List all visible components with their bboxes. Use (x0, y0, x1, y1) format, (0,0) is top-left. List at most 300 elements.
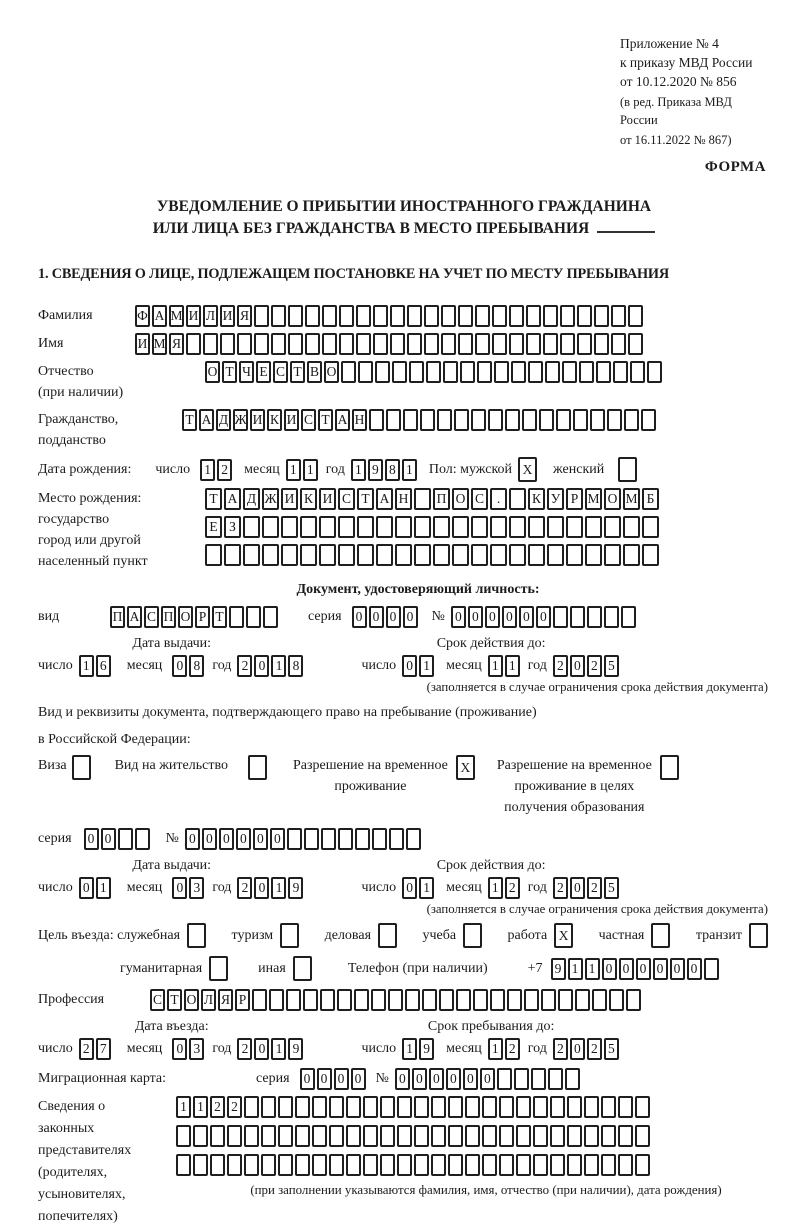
char-box[interactable] (380, 1125, 395, 1147)
char-box[interactable] (329, 1154, 344, 1176)
char-box[interactable] (492, 305, 507, 327)
char-box[interactable] (749, 923, 768, 948)
char-box[interactable]: 0 (300, 1068, 315, 1090)
char-box[interactable] (338, 544, 355, 566)
char-box[interactable] (305, 305, 320, 327)
char-box[interactable]: 9 (288, 1038, 303, 1060)
char-box[interactable] (286, 989, 301, 1011)
char-box[interactable]: Ж (262, 488, 279, 510)
char-box[interactable]: 1 (271, 877, 286, 899)
char-box[interactable] (244, 1096, 259, 1118)
char-box[interactable] (409, 361, 424, 383)
char-box[interactable] (543, 305, 558, 327)
char-box[interactable] (303, 989, 318, 1011)
char-box[interactable]: 1 (176, 1096, 191, 1118)
char-box[interactable]: 2 (587, 1038, 602, 1060)
char-box[interactable] (329, 1125, 344, 1147)
char-box[interactable]: 2 (227, 1096, 242, 1118)
char-box[interactable] (471, 544, 488, 566)
char-box[interactable] (566, 544, 583, 566)
char-box[interactable] (516, 1096, 531, 1118)
char-box[interactable]: 0 (636, 958, 651, 980)
char-box[interactable] (526, 305, 541, 327)
char-box[interactable] (186, 333, 201, 355)
char-box[interactable]: Т (212, 606, 227, 628)
char-box[interactable] (482, 1125, 497, 1147)
char-box[interactable] (243, 516, 260, 538)
char-box[interactable] (229, 606, 244, 628)
char-box[interactable]: X (518, 457, 537, 482)
char-box[interactable] (246, 606, 261, 628)
char-box[interactable] (618, 1125, 633, 1147)
char-box[interactable] (509, 488, 526, 510)
char-box[interactable] (454, 409, 469, 431)
char-box[interactable] (704, 958, 719, 980)
char-box[interactable] (244, 1154, 259, 1176)
char-box[interactable] (584, 1154, 599, 1176)
char-box[interactable] (176, 1125, 191, 1147)
char-box[interactable]: И (135, 333, 150, 355)
char-box[interactable] (271, 305, 286, 327)
char-box[interactable] (414, 1125, 429, 1147)
char-box[interactable] (375, 361, 390, 383)
char-box[interactable] (227, 1125, 242, 1147)
char-box[interactable] (560, 305, 575, 327)
char-box[interactable]: 0 (403, 606, 418, 628)
char-box[interactable] (431, 1096, 446, 1118)
char-box[interactable] (642, 516, 659, 538)
char-box[interactable] (243, 544, 260, 566)
char-box[interactable]: 1 (585, 958, 600, 980)
char-box[interactable]: 1 (351, 459, 366, 481)
char-box[interactable] (319, 516, 336, 538)
char-box[interactable]: С (338, 488, 355, 510)
char-box[interactable] (193, 1154, 208, 1176)
char-box[interactable] (575, 989, 590, 1011)
char-box[interactable] (641, 409, 656, 431)
char-box[interactable] (248, 755, 267, 780)
char-box[interactable]: 0 (84, 828, 99, 850)
char-box[interactable] (407, 305, 422, 327)
char-box[interactable] (210, 1125, 225, 1147)
char-box[interactable] (439, 989, 454, 1011)
char-box[interactable] (577, 333, 592, 355)
char-box[interactable] (465, 1096, 480, 1118)
char-box[interactable]: Л (201, 989, 216, 1011)
char-box[interactable] (380, 1096, 395, 1118)
char-box[interactable] (431, 1125, 446, 1147)
char-box[interactable] (281, 544, 298, 566)
char-box[interactable] (261, 1096, 276, 1118)
char-box[interactable]: Л (203, 305, 218, 327)
char-box[interactable]: 2 (587, 877, 602, 899)
char-box[interactable] (357, 544, 374, 566)
char-box[interactable]: М (152, 333, 167, 355)
char-box[interactable]: 1 (488, 1038, 503, 1060)
char-box[interactable] (604, 516, 621, 538)
char-box[interactable]: 1 (505, 655, 520, 677)
char-box[interactable] (356, 305, 371, 327)
char-box[interactable]: 3 (189, 1038, 204, 1060)
char-box[interactable] (482, 1154, 497, 1176)
char-box[interactable] (594, 333, 609, 355)
char-box[interactable] (437, 409, 452, 431)
char-box[interactable] (613, 361, 628, 383)
char-box[interactable]: 1 (488, 877, 503, 899)
char-box[interactable]: 0 (480, 1068, 495, 1090)
char-box[interactable] (341, 361, 356, 383)
char-box[interactable] (300, 516, 317, 538)
char-box[interactable] (338, 828, 353, 850)
char-box[interactable]: 0 (253, 828, 268, 850)
char-box[interactable] (635, 1096, 650, 1118)
char-box[interactable] (509, 516, 526, 538)
char-box[interactable] (358, 361, 373, 383)
char-box[interactable]: Е (205, 516, 222, 538)
char-box[interactable]: И (319, 488, 336, 510)
char-box[interactable]: 9 (551, 958, 566, 980)
char-box[interactable]: 0 (334, 1068, 349, 1090)
char-box[interactable]: Т (205, 488, 222, 510)
char-box[interactable] (567, 1154, 582, 1176)
char-box[interactable]: Б (642, 488, 659, 510)
char-box[interactable]: В (307, 361, 322, 383)
char-box[interactable] (378, 923, 397, 948)
char-box[interactable]: 0 (463, 1068, 478, 1090)
char-box[interactable]: Е (256, 361, 271, 383)
char-box[interactable]: 7 (96, 1038, 111, 1060)
char-box[interactable]: 9 (288, 877, 303, 899)
char-box[interactable] (254, 333, 269, 355)
char-box[interactable] (607, 409, 622, 431)
char-box[interactable] (573, 409, 588, 431)
char-box[interactable]: 0 (270, 828, 285, 850)
char-box[interactable]: 0 (351, 1068, 366, 1090)
char-box[interactable] (389, 828, 404, 850)
char-box[interactable] (426, 361, 441, 383)
char-box[interactable] (376, 544, 393, 566)
char-box[interactable] (499, 1096, 514, 1118)
char-box[interactable] (278, 1096, 293, 1118)
char-box[interactable] (433, 544, 450, 566)
char-box[interactable]: 0 (254, 877, 269, 899)
char-box[interactable] (72, 755, 91, 780)
char-box[interactable] (288, 333, 303, 355)
char-box[interactable]: 0 (670, 958, 685, 980)
char-box[interactable] (433, 516, 450, 538)
char-box[interactable]: 0 (570, 655, 585, 677)
char-box[interactable]: 2 (217, 459, 232, 481)
char-box[interactable]: Д (243, 488, 260, 510)
char-box[interactable]: К (267, 409, 282, 431)
char-box[interactable] (590, 409, 605, 431)
char-box[interactable]: 1 (193, 1096, 208, 1118)
char-box[interactable] (626, 989, 641, 1011)
char-box[interactable] (118, 828, 133, 850)
char-box[interactable] (371, 989, 386, 1011)
char-box[interactable]: К (300, 488, 317, 510)
char-box[interactable]: 0 (602, 958, 617, 980)
char-box[interactable] (618, 1154, 633, 1176)
char-box[interactable] (553, 606, 568, 628)
char-box[interactable] (562, 361, 577, 383)
char-box[interactable] (209, 956, 228, 981)
char-box[interactable] (550, 1096, 565, 1118)
char-box[interactable] (414, 1096, 429, 1118)
char-box[interactable]: 0 (429, 1068, 444, 1090)
char-box[interactable]: А (376, 488, 393, 510)
char-box[interactable] (369, 409, 384, 431)
char-box[interactable]: А (335, 409, 350, 431)
char-box[interactable]: 0 (236, 828, 251, 850)
char-box[interactable] (507, 989, 522, 1011)
char-box[interactable]: К (528, 488, 545, 510)
char-box[interactable] (135, 828, 150, 850)
char-box[interactable] (431, 1154, 446, 1176)
char-box[interactable] (621, 606, 636, 628)
char-box[interactable]: 1 (402, 1038, 417, 1060)
char-box[interactable]: О (324, 361, 339, 383)
char-box[interactable] (224, 544, 241, 566)
char-box[interactable] (558, 989, 573, 1011)
char-box[interactable] (295, 1125, 310, 1147)
char-box[interactable] (373, 305, 388, 327)
char-box[interactable]: Ф (135, 305, 150, 327)
char-box[interactable] (390, 333, 405, 355)
char-box[interactable]: П (110, 606, 125, 628)
char-box[interactable] (295, 1154, 310, 1176)
char-box[interactable] (585, 544, 602, 566)
char-box[interactable]: 0 (485, 606, 500, 628)
char-box[interactable] (414, 544, 431, 566)
char-box[interactable] (354, 989, 369, 1011)
char-box[interactable]: 0 (386, 606, 401, 628)
char-box[interactable]: 1 (402, 459, 417, 481)
char-box[interactable] (254, 305, 269, 327)
char-box[interactable] (579, 361, 594, 383)
char-box[interactable]: 2 (237, 877, 252, 899)
char-box[interactable]: О (178, 606, 193, 628)
char-box[interactable]: М (169, 305, 184, 327)
char-box[interactable] (405, 989, 420, 1011)
char-box[interactable] (550, 1154, 565, 1176)
char-box[interactable] (395, 516, 412, 538)
char-box[interactable]: 5 (604, 877, 619, 899)
char-box[interactable] (592, 989, 607, 1011)
char-box[interactable] (623, 516, 640, 538)
char-box[interactable] (287, 828, 302, 850)
char-box[interactable]: Н (352, 409, 367, 431)
char-box[interactable] (288, 305, 303, 327)
char-box[interactable]: 0 (254, 1038, 269, 1060)
char-box[interactable] (499, 1125, 514, 1147)
char-box[interactable]: 1 (79, 655, 94, 677)
char-box[interactable] (392, 361, 407, 383)
char-box[interactable]: О (604, 488, 621, 510)
char-box[interactable]: 1 (286, 459, 301, 481)
char-box[interactable] (533, 1096, 548, 1118)
char-box[interactable] (499, 1154, 514, 1176)
char-box[interactable] (262, 516, 279, 538)
char-box[interactable] (628, 305, 643, 327)
char-box[interactable] (477, 361, 492, 383)
char-box[interactable] (567, 1096, 582, 1118)
char-box[interactable] (339, 333, 354, 355)
char-box[interactable] (346, 1154, 361, 1176)
char-box[interactable]: 5 (604, 1038, 619, 1060)
char-box[interactable]: А (224, 488, 241, 510)
char-box[interactable] (628, 333, 643, 355)
char-box[interactable]: Р (566, 488, 583, 510)
char-box[interactable] (528, 361, 543, 383)
char-box[interactable] (509, 333, 524, 355)
char-box[interactable] (547, 516, 564, 538)
char-box[interactable] (458, 305, 473, 327)
char-box[interactable]: . (490, 488, 507, 510)
char-box[interactable] (528, 544, 545, 566)
char-box[interactable] (312, 1125, 327, 1147)
char-box[interactable] (473, 989, 488, 1011)
char-box[interactable]: 0 (402, 877, 417, 899)
char-box[interactable]: 0 (570, 1038, 585, 1060)
char-box[interactable]: 0 (317, 1068, 332, 1090)
char-box[interactable]: З (224, 516, 241, 538)
char-box[interactable] (490, 989, 505, 1011)
char-box[interactable] (271, 333, 286, 355)
char-box[interactable]: И (284, 409, 299, 431)
char-box[interactable]: 0 (502, 606, 517, 628)
char-box[interactable]: 1 (271, 1038, 286, 1060)
char-box[interactable]: 2 (553, 1038, 568, 1060)
char-box[interactable]: П (161, 606, 176, 628)
char-box[interactable] (176, 1154, 191, 1176)
char-box[interactable] (594, 305, 609, 327)
char-box[interactable] (585, 516, 602, 538)
char-box[interactable] (304, 828, 319, 850)
char-box[interactable] (541, 989, 556, 1011)
char-box[interactable] (312, 1096, 327, 1118)
char-box[interactable] (403, 409, 418, 431)
char-box[interactable]: 0 (446, 1068, 461, 1090)
char-box[interactable] (337, 989, 352, 1011)
char-box[interactable]: С (144, 606, 159, 628)
char-box[interactable] (601, 1096, 616, 1118)
char-box[interactable] (237, 333, 252, 355)
char-box[interactable]: 0 (402, 655, 417, 677)
char-box[interactable]: 0 (619, 958, 634, 980)
char-box[interactable]: 0 (172, 1038, 187, 1060)
char-box[interactable] (269, 989, 284, 1011)
char-box[interactable] (390, 305, 405, 327)
char-box[interactable]: Т (182, 409, 197, 431)
char-box[interactable]: 0 (352, 606, 367, 628)
char-box[interactable] (373, 333, 388, 355)
char-box[interactable]: 0 (519, 606, 534, 628)
char-box[interactable]: 0 (570, 877, 585, 899)
char-box[interactable]: Т (318, 409, 333, 431)
char-box[interactable] (604, 544, 621, 566)
char-box[interactable] (601, 1125, 616, 1147)
char-box[interactable]: Р (195, 606, 210, 628)
char-box[interactable] (320, 989, 335, 1011)
char-box[interactable]: 8 (288, 655, 303, 677)
char-box[interactable] (623, 544, 640, 566)
char-box[interactable] (305, 333, 320, 355)
char-box[interactable] (630, 361, 645, 383)
char-box[interactable]: 0 (185, 828, 200, 850)
char-box[interactable] (386, 409, 401, 431)
char-box[interactable] (339, 305, 354, 327)
char-box[interactable] (397, 1096, 412, 1118)
char-box[interactable] (566, 516, 583, 538)
char-box[interactable] (363, 1096, 378, 1118)
char-box[interactable]: Я (169, 333, 184, 355)
char-box[interactable] (528, 516, 545, 538)
char-box[interactable] (488, 409, 503, 431)
char-box[interactable]: 1 (200, 459, 215, 481)
char-box[interactable]: 6 (96, 655, 111, 677)
char-box[interactable] (414, 488, 431, 510)
char-box[interactable]: 0 (101, 828, 116, 850)
char-box[interactable] (577, 305, 592, 327)
char-box[interactable] (376, 516, 393, 538)
char-box[interactable]: 0 (395, 1068, 410, 1090)
char-box[interactable] (509, 544, 526, 566)
char-box[interactable] (346, 1125, 361, 1147)
char-box[interactable]: 2 (79, 1038, 94, 1060)
char-box[interactable] (441, 333, 456, 355)
char-box[interactable] (543, 333, 558, 355)
char-box[interactable] (252, 989, 267, 1011)
char-box[interactable] (414, 516, 431, 538)
char-box[interactable] (441, 305, 456, 327)
char-box[interactable] (533, 1154, 548, 1176)
char-box[interactable] (329, 1096, 344, 1118)
char-box[interactable] (550, 1125, 565, 1147)
char-box[interactable] (642, 544, 659, 566)
char-box[interactable] (635, 1154, 650, 1176)
char-box[interactable] (505, 409, 520, 431)
char-box[interactable] (611, 333, 626, 355)
char-box[interactable]: 0 (172, 655, 187, 677)
char-box[interactable]: 0 (468, 606, 483, 628)
char-box[interactable] (321, 828, 336, 850)
char-box[interactable]: Ж (233, 409, 248, 431)
char-box[interactable] (293, 956, 312, 981)
char-box[interactable]: 2 (210, 1096, 225, 1118)
char-box[interactable]: С (273, 361, 288, 383)
char-box[interactable]: 1 (419, 877, 434, 899)
char-box[interactable] (414, 1154, 429, 1176)
char-box[interactable] (587, 606, 602, 628)
char-box[interactable]: И (186, 305, 201, 327)
char-box[interactable] (492, 333, 507, 355)
char-box[interactable]: С (150, 989, 165, 1011)
char-box[interactable] (187, 923, 206, 948)
char-box[interactable] (295, 1096, 310, 1118)
char-box[interactable] (509, 305, 524, 327)
char-box[interactable] (584, 1125, 599, 1147)
char-box[interactable] (526, 333, 541, 355)
char-box[interactable]: 0 (202, 828, 217, 850)
char-box[interactable]: 2 (237, 1038, 252, 1060)
char-box[interactable] (465, 1125, 480, 1147)
char-box[interactable] (424, 305, 439, 327)
char-box[interactable]: 3 (189, 877, 204, 899)
char-box[interactable] (460, 361, 475, 383)
char-box[interactable]: 0 (219, 828, 234, 850)
char-box[interactable] (346, 1096, 361, 1118)
